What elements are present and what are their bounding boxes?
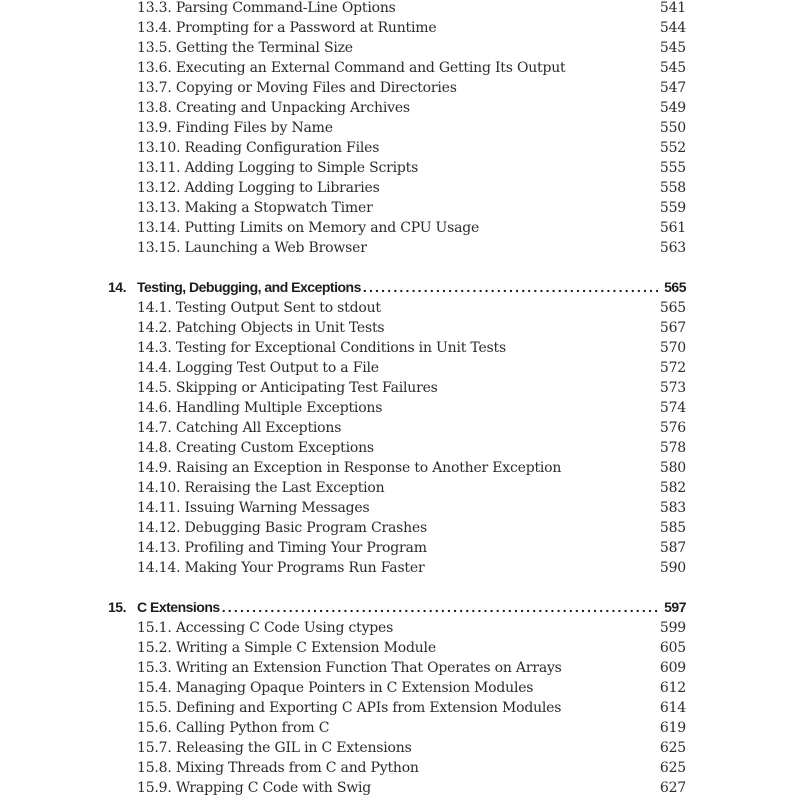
section-page-number: 561 <box>659 220 686 236</box>
section-title: 14.1. Testing Output Sent to stdout <box>137 300 381 316</box>
chapter-number: 14. <box>108 279 126 295</box>
section-title: 14.8. Creating Custom Exceptions <box>137 440 374 456</box>
section-title: 14.2. Patching Objects in Unit Tests <box>137 320 385 336</box>
toc-section-14-6 <box>137 398 686 418</box>
section-title: 14.5. Skipping or Anticipating Test Failures <box>137 380 438 396</box>
section-title: 13.12. Adding Logging to Libraries <box>137 180 380 196</box>
toc-section-15-5 <box>137 698 686 718</box>
chapter-number: 15. <box>108 599 126 615</box>
section-title: 15.7. Releasing the GIL in C Extensions <box>137 740 412 756</box>
dot-leader <box>222 597 658 617</box>
toc-section-13-6 <box>137 58 686 78</box>
section-page-number: 587 <box>659 540 686 556</box>
section-title: 14.13. Profiling and Timing Your Program <box>137 540 427 556</box>
section-title: 13.11. Adding Logging to Simple Scripts <box>137 160 419 176</box>
section-page-number: 555 <box>659 160 686 176</box>
section-page-number: 567 <box>659 320 686 336</box>
toc-section-14-5 <box>137 378 686 398</box>
toc-section-13-5 <box>137 38 686 58</box>
chapter-page-number: 565 <box>664 279 686 295</box>
section-title: 14.11. Issuing Warning Messages <box>137 500 370 516</box>
section-title: 13.7. Copying or Moving Files and Directories <box>137 80 457 96</box>
section-page-number: 590 <box>659 560 686 576</box>
section-title: 14.10. Reraising the Last Exception <box>137 480 385 496</box>
toc-chapter-15 <box>108 597 686 617</box>
section-page-number: 612 <box>659 680 686 696</box>
toc-section-15-1 <box>137 618 686 638</box>
section-page-number: 552 <box>659 140 686 156</box>
section-page-number: 545 <box>659 40 686 56</box>
section-title: 15.9. Wrapping C Code with Swig <box>137 780 372 796</box>
section-title: 14.9. Raising an Exception in Response to Another Exception <box>137 460 562 476</box>
toc-section-15-3 <box>137 658 686 678</box>
section-title: 14.14. Making Your Programs Run Faster <box>137 560 425 576</box>
section-page-number: 559 <box>659 200 686 216</box>
section-page-number: 605 <box>659 640 686 656</box>
section-title: 15.8. Mixing Threads from C and Python <box>137 760 419 776</box>
toc-section-13-15 <box>137 238 686 258</box>
toc-section-14-14 <box>137 558 686 578</box>
section-title: 13.13. Making a Stopwatch Timer <box>137 200 373 216</box>
toc-section-15-4 <box>137 678 686 698</box>
section-page-number: 576 <box>659 420 686 436</box>
section-title: 14.6. Handling Multiple Exceptions <box>137 400 383 416</box>
toc-section-13-11 <box>137 158 686 178</box>
section-title: 14.7. Catching All Exceptions <box>137 420 342 436</box>
section-title: 13.6. Executing an External Command and Getting Its Output <box>137 60 566 76</box>
section-page-number: 580 <box>659 460 686 476</box>
toc-section-14-8 <box>137 438 686 458</box>
section-title: 13.9. Finding Files by Name <box>137 120 333 136</box>
section-page-number: 619 <box>659 720 686 736</box>
section-page-number: 549 <box>659 100 686 116</box>
section-page-number: 544 <box>659 20 686 36</box>
dot-leader <box>363 277 658 297</box>
toc-section-13-9 <box>137 118 686 138</box>
toc-section-13-3 <box>137 0 686 18</box>
toc-section-14-1 <box>137 298 686 318</box>
toc-section-14-7 <box>137 418 686 438</box>
toc-section-13-14 <box>137 218 686 238</box>
toc-section-13-13 <box>137 198 686 218</box>
section-page-number: 585 <box>659 520 686 536</box>
section-page-number: 547 <box>659 80 686 96</box>
section-title: 15.2. Writing a Simple C Extension Module <box>137 640 436 656</box>
section-page-number: 627 <box>659 780 686 796</box>
toc-section-14-9 <box>137 458 686 478</box>
toc-section-13-12 <box>137 178 686 198</box>
toc-section-15-2 <box>137 638 686 658</box>
toc-section-14-4 <box>137 358 686 378</box>
toc-section-14-10 <box>137 478 686 498</box>
section-page-number: 599 <box>659 620 686 636</box>
toc-section-15-7 <box>137 738 686 758</box>
section-page-number: 609 <box>659 660 686 676</box>
section-title: 14.12. Debugging Basic Program Crashes <box>137 520 427 536</box>
toc-section-13-7 <box>137 78 686 98</box>
toc-section-15-8 <box>137 758 686 778</box>
section-page-number: 541 <box>659 0 686 16</box>
section-page-number: 573 <box>659 380 686 396</box>
section-page-number: 565 <box>659 300 686 316</box>
section-page-number: 574 <box>659 400 686 416</box>
section-title: 13.4. Prompting for a Password at Runtime <box>137 20 437 36</box>
section-title: 13.10. Reading Configuration Files <box>137 140 380 156</box>
section-title: 14.4. Logging Test Output to a File <box>137 360 379 376</box>
section-title: 14.3. Testing for Exceptional Conditions in Unit Tests <box>137 340 506 356</box>
toc-section-14-11 <box>137 498 686 518</box>
section-title: 13.5. Getting the Terminal Size <box>137 40 353 56</box>
section-title: 15.4. Managing Opaque Pointers in C Extension Modules <box>137 680 534 696</box>
section-page-number: 625 <box>659 760 686 776</box>
section-title: 13.15. Launching a Web Browser <box>137 240 367 256</box>
section-page-number: 614 <box>659 700 686 716</box>
chapter-title: Testing, Debugging, and Exceptions <box>137 279 361 295</box>
section-title: 15.1. Accessing C Code Using ctypes <box>137 620 394 636</box>
section-page-number: 570 <box>659 340 686 356</box>
section-title: 13.3. Parsing Command-Line Options <box>137 0 396 16</box>
toc-section-15-9 <box>137 778 686 798</box>
toc-section-13-10 <box>137 138 686 158</box>
section-title: 15.6. Calling Python from C <box>137 720 330 736</box>
toc-chapter-14 <box>108 277 686 297</box>
toc-section-14-12 <box>137 518 686 538</box>
toc-section-13-4 <box>137 18 686 38</box>
toc-section-15-6 <box>137 718 686 738</box>
toc-section-13-8 <box>137 98 686 118</box>
section-page-number: 625 <box>659 740 686 756</box>
toc-section-14-2 <box>137 318 686 338</box>
section-page-number: 550 <box>659 120 686 136</box>
section-page-number: 545 <box>659 60 686 76</box>
section-page-number: 563 <box>659 240 686 256</box>
chapter-title: C Extensions <box>137 599 220 615</box>
section-page-number: 572 <box>659 360 686 376</box>
section-title: 15.3. Writing an Extension Function That Operates on Arrays <box>137 660 562 676</box>
section-page-number: 578 <box>659 440 686 456</box>
section-page-number: 582 <box>659 480 686 496</box>
section-page-number: 583 <box>659 500 686 516</box>
section-title: 13.14. Putting Limits on Memory and CPU Usage <box>137 220 480 236</box>
section-title: 15.5. Defining and Exporting C APIs from Extension Modules <box>137 700 562 716</box>
section-title: 13.8. Creating and Unpacking Archives <box>137 100 410 116</box>
toc-section-14-13 <box>137 538 686 558</box>
section-page-number: 558 <box>659 180 686 196</box>
chapter-page-number: 597 <box>664 599 686 615</box>
toc-section-14-3 <box>137 338 686 358</box>
